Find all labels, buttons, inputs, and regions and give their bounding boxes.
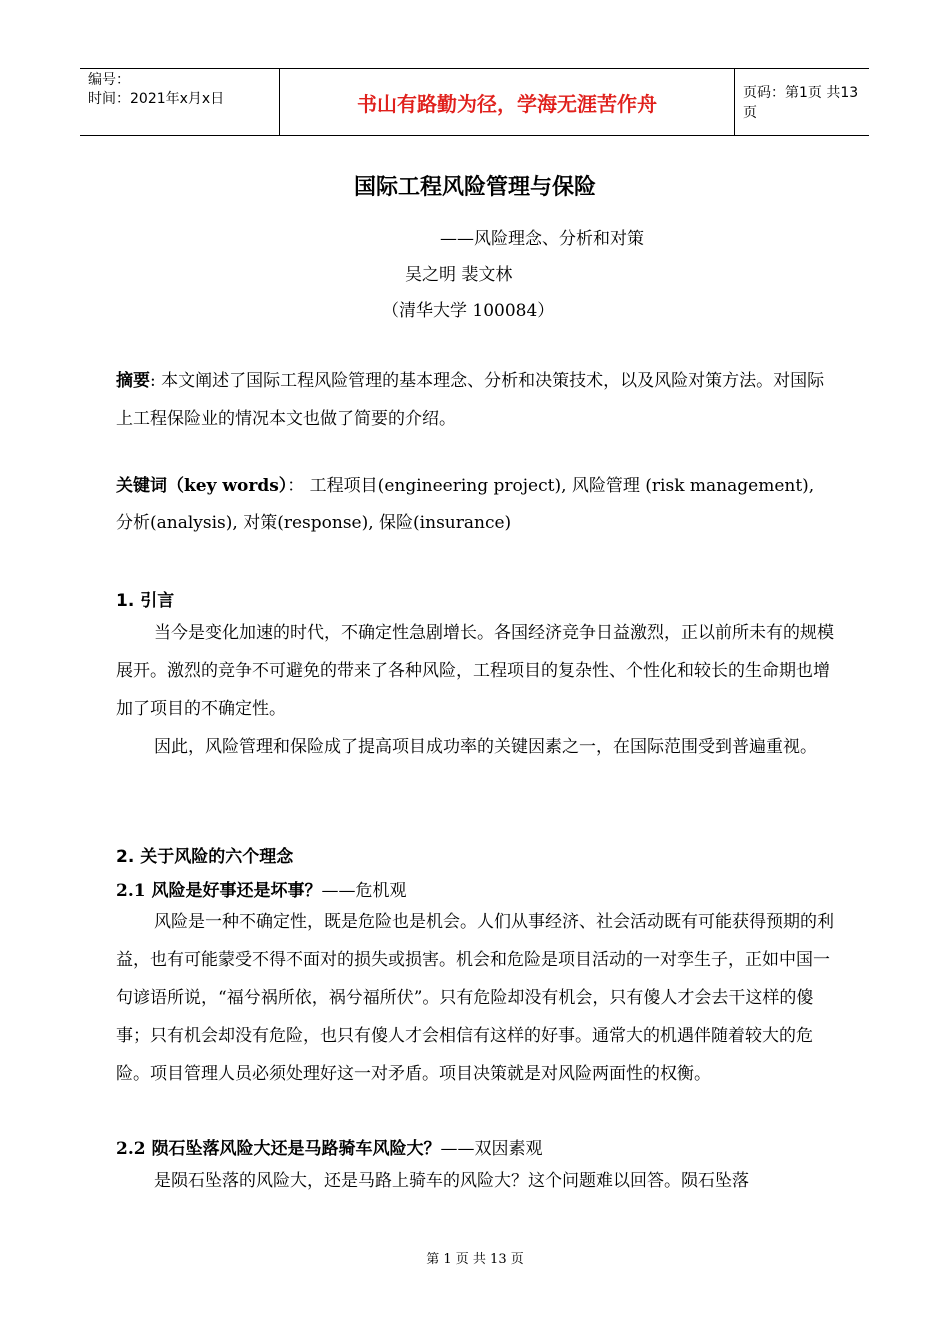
abstract-label: 摘要 bbox=[116, 371, 150, 391]
document-title: 国际工程风险管理与保险 bbox=[353, 175, 596, 200]
time-label: 时间：2021年x月x日 bbox=[88, 91, 225, 107]
header-page-label: 页码：第1页 共13页 bbox=[743, 85, 859, 121]
section-1-paragraph-2: 因此，风险管理和保险成了提高项目成功率的关键因素之一，在国际范围受到普遍重视。 bbox=[154, 737, 817, 757]
section-1-heading: 1. 引言 bbox=[116, 591, 175, 611]
abstract-text: : 本文阐述了国际工程风险管理的基本理念、分析和决策技术，以及风险对策方法。对国际上工程保险业的情况本文也做了简要的介绍。 bbox=[116, 371, 825, 429]
keywords-text: ： 工程项目(engineering project), 风险管理 (risk management), 分析(analysis), 对策(response), 保险(insurance) bbox=[116, 476, 815, 533]
subsection-2-1-paragraph: 风险是一种不确定性，既是危险也是机会。人们从事经济、社会活动既有可能获得预期的利益，也有可能蒙受不得不面对的损失或损害。机会和危险是项目活动的一对孪生子，正如中国一句谚语所说，“福兮祸所依，祸兮福所伏”。只有危险却没有机会，只有傻人才会去干这样的傻事；只有机会却没有危险，也只有傻人才会相信有这样的好事。通常大的机遇伴随着较大的危险。项目管理人员必须处理好这一对矛盾。项目决策就是对风险两面性的权衡。 bbox=[116, 912, 834, 1084]
keywords bbox=[116, 468, 834, 542]
header-motto: 书山有路勤为径，学海无涯苦作舟 bbox=[280, 69, 735, 135]
affiliation: （清华大学 100084） bbox=[382, 301, 555, 321]
header-meta bbox=[80, 69, 280, 135]
abstract bbox=[116, 362, 834, 438]
section-2-heading: 2. 关于风险的六个理念 bbox=[116, 847, 294, 867]
keywords-label: 关键词（key words） bbox=[116, 476, 288, 496]
subsection-2-1-heading: 2.1 风险是好事还是坏事？——危机观 bbox=[116, 881, 407, 901]
subsection-2-2-heading: 2.2 陨石坠落风险大还是马路骑车风险大？——双因素观 bbox=[116, 1139, 543, 1159]
subsection-2-2-paragraph: 是陨石坠落的风险大，还是马路上骑车的风险大？这个问题难以回答。陨石坠落 bbox=[154, 1171, 749, 1191]
authors: 吴之明 裴文林 bbox=[405, 265, 513, 285]
section-1-paragraph-1: 当今是变化加速的时代，不确定性急剧增长。各国经济竞争日益激烈，正以前所未有的规模展开。激烈的竞争不可避免的带来了各种风险，工程项目的复杂性、个性化和较长的生命期也增加了项目的不确定性。 bbox=[116, 623, 834, 719]
document-subtitle: ——风险理念、分析和对策 bbox=[440, 229, 644, 249]
document-header bbox=[80, 68, 869, 136]
number-label: 编号： bbox=[88, 72, 130, 88]
page-footer: 第 1 页 共 13 页 bbox=[426, 1252, 524, 1267]
